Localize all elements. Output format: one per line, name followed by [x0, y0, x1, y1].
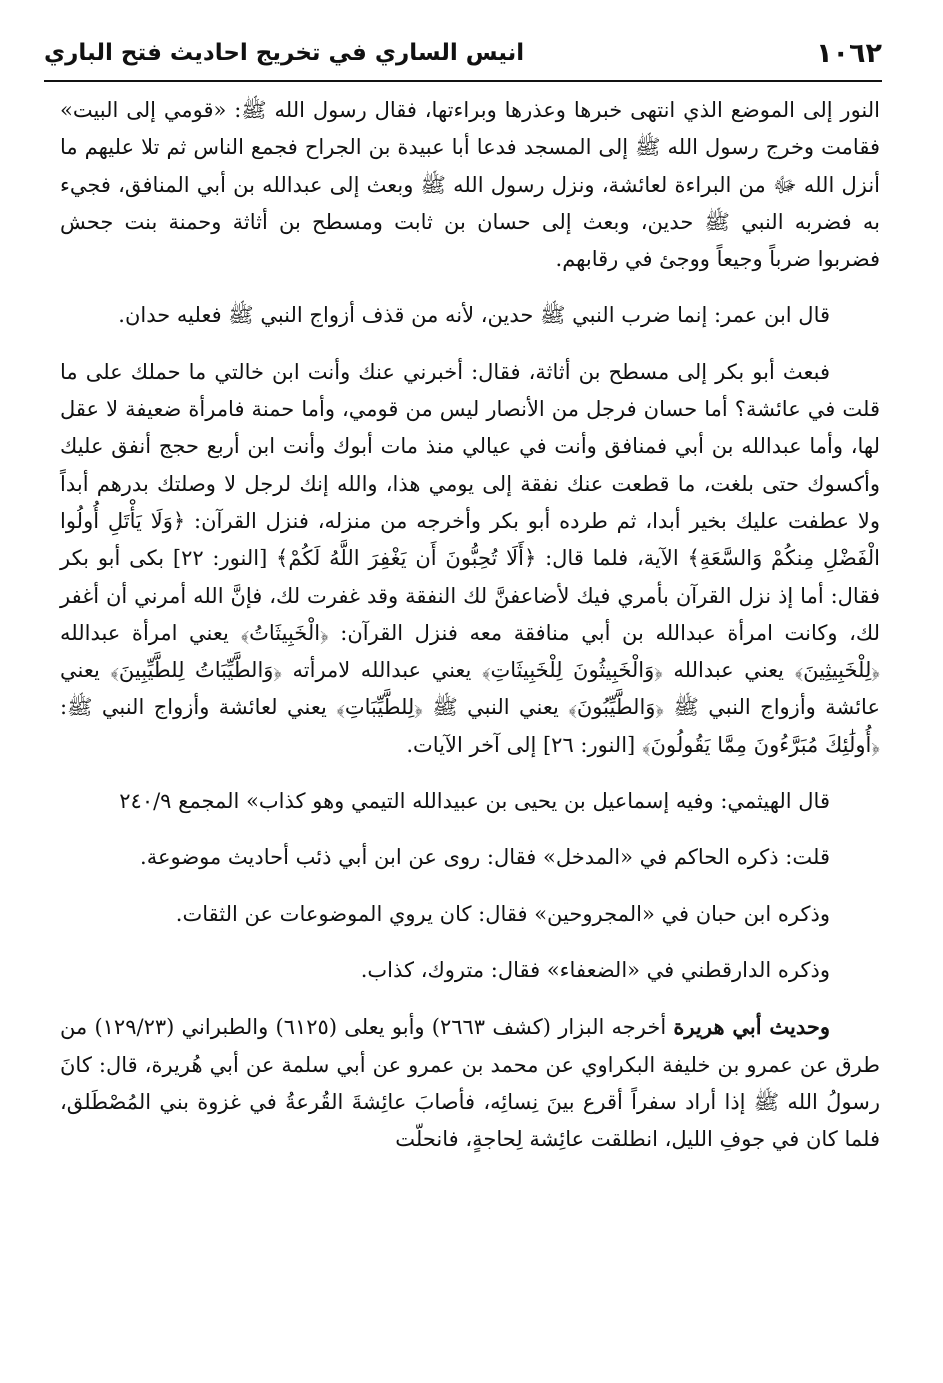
- paragraph-1: النور إلى الموضع الذي انتهى خبرها وعذرها وبراءتها، فقال رسول الله ﷺ: «قومي إلى البيت» فقامت وخرج رسول الله ﷺ إلى المسجد فدعا أبا عبيدة بن الجراح فجمع الناس ثم تلا عليهم ما أنزل الله ﷻ من البراءة لعائشة، ونزل رسول الله ﷺ وبعث إلى عبدالله بن أبي المنافق، فجيء به فضربه النبي ﷺ حدين، وبعث إلى حسان بن ثابت ومسطح بن أثاثة وحمنة بنت جحش فضربوا ضرباً وجيعاً ووجئ في رقابهم.: [60, 98, 880, 272]
- paragraph-3: فبعث أبو بكر إلى مسطح بن أثاثة، فقال: أخبرني عنك وأنت ابن خالتي ما حملك على ما قلت في عائشة؟ أما حسان فرجل من الأنصار ليس من قومي، وأما حمنة فامرأة ضعيفة لا عقل لها، وأما عبدالله بن أبي فمنافق وأنت في عيالي منذ مات أبوك وأنت ابن أربع حجج أنفق عليك وأكسوك حتى بلغت، ما قطعت عنك نفقة إلى يومي هذا، والله إنك لرجل لا وصلتك بدرهم أبداً ولا عطفت عليك بخير أبدا، ثم طرده أبو بكر وأخرجه من منزله، فنزل القرآن: ﴿وَلَا يَأْتَلِ أُولُوا الْفَضْلِ مِنكُمْ وَالسَّعَةِ﴾ الآية، فلما قال: ﴿أَلَا تُحِبُّونَ أَن يَغْفِرَ اللَّهُ لَكُمْ﴾ [النور: ٢٢] بكى أبو بكر فقال: أما إذ نزل القرآن بأمري فيك لأضاعفنَّ لك النفقة وقد غفرت لك، فإنَّ الله أمرني أن أغفر لك، وكانت امرأة عبدالله بن أبي منافقة معه فنزل القرآن: ﴿الْخَبِيثَاتُ﴾ يعني امرأة عبدالله ﴿لِلْخَبِيثِينَ﴾ يعني عبدالله ﴿وَالْخَبِيثُونَ لِلْخَبِيثَاتِ﴾ يعني عبدالله لامرأته ﴿وَالطَّيِّبَاتُ لِلطَّيِّبِينَ﴾ يعني عائشة وأزواج النبي ﷺ ﴿وَالطَّيِّبُونَ﴾ يعني النبي ﷺ ﴿لِلطَّيِّبَاتِ﴾ يعني لعائشة وأزواج النبي ﷺ: ﴿أُولَٰئِكَ مُبَرَّءُونَ مِمَّا يَقُولُونَ﴾ [النور: ٢٦] إلى آخر الآيات.: [60, 359, 880, 757]
- paragraph-8-text: أخرجه البزار (كشف ٢٦٦٣) وأبو يعلى (٦١٢٥) والطبراني (١٢٩/٢٣) من طرق عن عمرو بن خليفة البكراوي عن محمد بن عمرو عن أبي سلمة عن أبي هُريرة، قال: كانَ رسولُ الله ﷺ إذا أراد سفراً أقرع بينَ نِسائِه، فأصابَ عائِشةَ القُرعةُ في غزوة بني المُصْطَلق، فلما كان في جوفِ الليل، انطلقت عائِشة لِحاجةٍ، فانحلّت: [60, 1015, 880, 1152]
- hadith-source-lead: وحديث أبي هريرة: [673, 1014, 831, 1040]
- paragraph-4: قال الهيثمي: وفيه إسماعيل بن يحيى بن عبيدالله التيمي وهو كذاب» المجمع ٢٤٠/٩: [119, 789, 830, 814]
- running-title: انيس الساري في تخريج احاديث فتح الباري: [44, 40, 525, 66]
- page-number: ١٠٦٢: [816, 37, 882, 69]
- paragraph-5: قلت: ذكره الحاكم في «المدخل» فقال: روى عن ابن أبي ذئب أحاديث موضوعة.: [140, 845, 830, 870]
- paragraph-8: [60, 1008, 880, 1158]
- paragraph-2: قال ابن عمر: إنما ضرب النبي ﷺ حدين، لأنه من قذف أزواج النبي ﷺ فعليه حدان.: [118, 303, 830, 328]
- body-text: [60, 92, 880, 1158]
- paragraph-7: وذكره الدارقطني في «الضعفاء» فقال: متروك، كذاب.: [360, 957, 830, 982]
- paragraph-6: وذكره ابن حبان في «المجروحين» فقال: كان يروي الموضوعات عن الثقات.: [175, 901, 830, 926]
- header-rule: [44, 80, 882, 82]
- page-header: [44, 30, 882, 76]
